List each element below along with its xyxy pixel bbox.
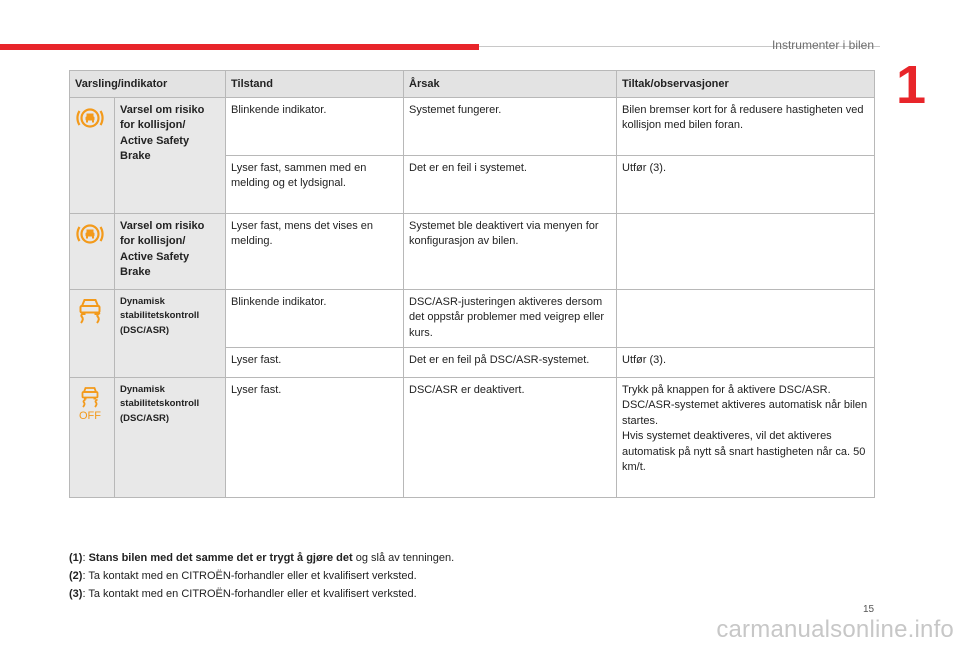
cause-cell: Det er en feil på DSC/ASR-systemet. bbox=[404, 347, 617, 377]
indicator-name: Dynamisk stabilitetskontroll (DSC/ASR) bbox=[115, 289, 226, 377]
cause-cell: Systemet ble deaktivert via menyen for konfigurasjon av bilen. bbox=[404, 213, 617, 289]
section-title: Instrumenter i bilen bbox=[771, 38, 874, 52]
state-cell: Blinkende indikator. bbox=[226, 289, 404, 347]
indicator-icon-cell bbox=[70, 213, 115, 289]
indicator-icon-cell bbox=[70, 97, 115, 213]
footnote: (1): Stans bilen med det samme det er trygt å gjøre det og slå av tenningen. bbox=[69, 552, 455, 564]
footnote-ref: (1) bbox=[69, 552, 83, 564]
footnote-ref: (2) bbox=[69, 570, 83, 582]
footnote: (2): Ta kontakt med en CITROËN-forhandler eller et kvalifisert verksted. bbox=[69, 570, 417, 582]
collision-warning-icon bbox=[75, 103, 107, 133]
indicator-icon-cell bbox=[70, 377, 115, 497]
header-indicator: Varsling/indikator bbox=[70, 71, 226, 98]
cause-cell: DSC/ASR-justeringen aktiveres dersom det oppstår problemer med veigrep eller kurs. bbox=[404, 289, 617, 347]
collision-warning-icon bbox=[75, 219, 107, 249]
state-cell: Lyser fast. bbox=[226, 347, 404, 377]
footnote-text: Ta kontakt med en CITROËN-forhandler eller et kvalifisert verksted. bbox=[88, 588, 417, 600]
chapter-number: 1 bbox=[896, 55, 927, 115]
warning-lights-table bbox=[69, 70, 875, 498]
action-cell bbox=[617, 289, 875, 347]
footnote-emphasis: Stans bilen med det samme det er trygt å gjøre det bbox=[88, 552, 353, 564]
indicator-name: Varsel om risiko for kollisjon/ Active Safety Brake bbox=[115, 213, 226, 289]
action-cell: Trykk på knappen for å aktivere DSC/ASR. DSC/ASR-systemet aktiveres automatisk når bilen startes. Hvis systemet deaktiveres, vil det aktiveres automatisk på nytt så snart hastigheten når ca. 50 km/t. bbox=[617, 377, 875, 497]
action-cell: Bilen bremser kort for å redusere hastigheten ved kollisjon med bilen foran. bbox=[617, 97, 875, 155]
table-row bbox=[70, 213, 875, 289]
state-cell: Lyser fast, sammen med en melding og et lydsignal. bbox=[226, 155, 404, 213]
footnote-ref: (3) bbox=[69, 588, 83, 600]
table-row bbox=[70, 377, 875, 497]
indicator-icon-cell bbox=[70, 289, 115, 377]
action-cell: Utfør (3). bbox=[617, 347, 875, 377]
action-cell: Utfør (3). bbox=[617, 155, 875, 213]
watermark: carmanualsonline.info bbox=[716, 616, 954, 643]
state-cell: Lyser fast. bbox=[226, 377, 404, 497]
cause-cell: Det er en feil i systemet. bbox=[404, 155, 617, 213]
stability-control-off-icon bbox=[75, 383, 107, 423]
header-cause: Årsak bbox=[404, 71, 617, 98]
state-cell: Lyser fast, mens det vises en melding. bbox=[226, 213, 404, 289]
header-accent-bar bbox=[0, 44, 479, 50]
stability-control-icon bbox=[75, 295, 107, 325]
page-number: 15 bbox=[863, 604, 875, 615]
state-cell: Blinkende indikator. bbox=[226, 97, 404, 155]
cause-cell: Systemet fungerer. bbox=[404, 97, 617, 155]
indicator-name: Dynamisk stabilitetskontroll (DSC/ASR) bbox=[115, 377, 226, 497]
footnotes bbox=[69, 549, 454, 603]
footnote-text: og slå av tenningen. bbox=[352, 552, 455, 564]
off-label: OFF bbox=[79, 409, 101, 422]
table-row bbox=[70, 97, 875, 155]
action-cell bbox=[617, 213, 875, 289]
header-action: Tiltak/observasjoner bbox=[617, 71, 875, 98]
cause-cell: DSC/ASR er deaktivert. bbox=[404, 377, 617, 497]
header-state: Tilstand bbox=[226, 71, 404, 98]
table-row bbox=[70, 289, 875, 347]
footnote-text: Ta kontakt med en CITROËN-forhandler eller et kvalifisert verksted. bbox=[88, 570, 417, 582]
table-header-row bbox=[70, 71, 875, 98]
footnote: (3): Ta kontakt med en CITROËN-forhandler eller et kvalifisert verksted. bbox=[69, 588, 417, 600]
indicator-name: Varsel om risiko for kollisjon/ Active Safety Brake bbox=[115, 97, 226, 213]
